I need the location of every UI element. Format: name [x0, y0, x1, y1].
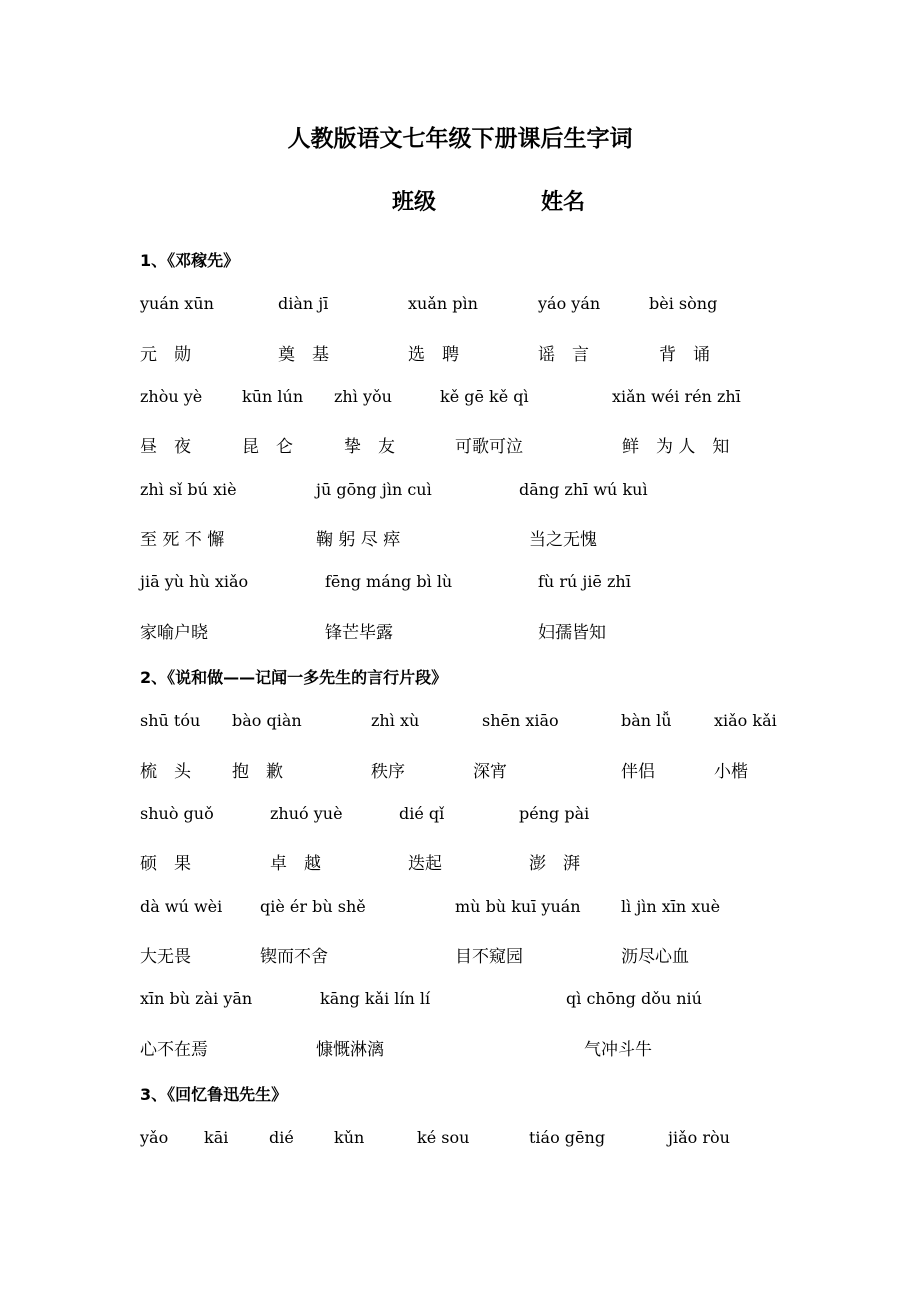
hanzi-word: 妇孺皆知	[538, 623, 606, 643]
hanzi-word: 小楷	[714, 762, 748, 782]
name-label: 姓名	[541, 189, 586, 215]
pinyin-word: mù bù kuī yuán	[455, 897, 581, 916]
pinyin-word: diàn jī	[278, 294, 329, 313]
hanzi-row	[0, 942, 920, 966]
pinyin-row	[0, 1128, 920, 1152]
hanzi-word: 奠 基	[278, 345, 329, 365]
pinyin-word: qiè ér bù shě	[260, 897, 366, 916]
pinyin-word: zhì xù	[371, 711, 420, 730]
pinyin-word: dié	[269, 1128, 294, 1147]
pinyin-word: xiǎo kǎi	[714, 711, 777, 730]
pinyin-row	[0, 711, 920, 735]
hanzi-word: 谣 言	[538, 345, 589, 365]
hanzi-word: 卓 越	[270, 854, 321, 874]
pinyin-word: shēn xiāo	[482, 711, 559, 730]
pinyin-word: kūn lún	[242, 387, 304, 406]
pinyin-word: kāng kǎi lín lí	[320, 989, 431, 1008]
hanzi-word: 伴侣	[621, 762, 655, 782]
hanzi-word: 抱 歉	[232, 762, 283, 782]
hanzi-word: 鞠 躬 尽 瘁	[316, 530, 401, 550]
pinyin-word: xuǎn pìn	[408, 294, 478, 313]
hanzi-word: 深宵	[473, 762, 507, 782]
hanzi-word: 背 诵	[659, 345, 710, 365]
pinyin-word: zhuó yuè	[270, 804, 343, 823]
hanzi-word: 锲而不舍	[260, 947, 328, 967]
hanzi-word: 硕 果	[140, 854, 191, 874]
hanzi-word: 挚 友	[344, 437, 395, 457]
hanzi-row	[0, 340, 920, 364]
hanzi-word: 梳 头	[140, 762, 191, 782]
pinyin-word: zhì sǐ bú xiè	[140, 480, 237, 499]
class-label: 班级	[392, 189, 437, 215]
hanzi-word: 可歌可泣	[455, 437, 523, 457]
pinyin-word: ké sou	[417, 1128, 470, 1147]
section-heading: 2、《说和做——记闻一多先生的言行片段》	[140, 668, 448, 687]
hanzi-row	[0, 618, 920, 642]
pinyin-word: shuò guǒ	[140, 804, 214, 823]
hanzi-row	[0, 849, 920, 873]
pinyin-word: dié qǐ	[399, 804, 445, 823]
pinyin-word: yuán xūn	[140, 294, 214, 313]
hanzi-word: 慷慨淋漓	[316, 1040, 384, 1060]
pinyin-word: bèi sòng	[649, 294, 718, 313]
pinyin-word: dāng zhī wú kuì	[519, 480, 648, 499]
hanzi-row	[0, 525, 920, 549]
pinyin-word: jū gōng jìn cuì	[316, 480, 432, 499]
pinyin-word: xiǎn wéi rén zhī	[612, 387, 741, 406]
hanzi-row	[0, 757, 920, 781]
section-heading: 3、《回忆鲁迅先生》	[140, 1085, 288, 1104]
pinyin-word: kǔn	[334, 1128, 365, 1147]
pinyin-row	[0, 572, 920, 596]
pinyin-word: jiā yù hù xiǎo	[140, 572, 249, 591]
hanzi-word: 元 勋	[140, 345, 191, 365]
hanzi-word: 大无畏	[140, 947, 191, 967]
pinyin-word: yǎo	[140, 1128, 169, 1147]
document-title: 人教版语文七年级下册课后生字词	[287, 125, 633, 152]
hanzi-word: 心不在焉	[140, 1040, 208, 1060]
hanzi-word: 昆 仑	[242, 437, 293, 457]
hanzi-word: 昼 夜	[140, 437, 191, 457]
pinyin-word: dà wú wèi	[140, 897, 223, 916]
pinyin-word: kāi	[204, 1128, 229, 1147]
hanzi-row	[0, 432, 920, 456]
pinyin-row	[0, 387, 920, 411]
hanzi-word: 锋芒毕露	[325, 623, 393, 643]
pinyin-row	[0, 294, 920, 318]
pinyin-word: zhòu yè	[140, 387, 203, 406]
pinyin-word: bào qiàn	[232, 711, 302, 730]
pinyin-word: shū tóu	[140, 711, 201, 730]
hanzi-word: 至 死 不 懈	[140, 530, 225, 550]
hanzi-row	[0, 1035, 920, 1059]
hanzi-word: 沥尽心血	[621, 947, 689, 967]
pinyin-word: xīn bù zài yān	[140, 989, 253, 1008]
hanzi-word: 选 聘	[408, 345, 459, 365]
hanzi-word: 当之无愧	[529, 530, 597, 550]
pinyin-row	[0, 989, 920, 1013]
pinyin-row	[0, 804, 920, 828]
pinyin-word: fù rú jiē zhī	[538, 572, 631, 591]
hanzi-word: 气冲斗牛	[584, 1040, 652, 1060]
section-heading: 1、《邓稼先》	[140, 251, 240, 270]
pinyin-word: zhì yǒu	[334, 387, 392, 406]
pinyin-word: lì jìn xīn xuè	[621, 897, 721, 916]
pinyin-word: tiáo gēng	[529, 1128, 606, 1147]
pinyin-word: fēng máng bì lù	[325, 572, 453, 591]
hanzi-word: 目不窥园	[455, 947, 523, 967]
hanzi-word: 澎 湃	[529, 854, 580, 874]
pinyin-word: bàn lǚ	[621, 711, 672, 730]
hanzi-word: 秩序	[371, 762, 405, 782]
hanzi-word: 鲜 为 人 知	[622, 437, 730, 457]
pinyin-word: yáo yán	[538, 294, 601, 313]
class-name-line	[0, 185, 920, 215]
pinyin-word: qì chōng dǒu niú	[566, 989, 702, 1008]
pinyin-word: jiǎo ròu	[668, 1128, 730, 1147]
pinyin-row	[0, 480, 920, 504]
pinyin-row	[0, 897, 920, 921]
hanzi-word: 迭起	[408, 854, 442, 874]
pinyin-word: péng pài	[519, 804, 590, 823]
hanzi-word: 家喻户晓	[140, 623, 208, 643]
pinyin-word: kě gē kě qì	[440, 387, 529, 406]
